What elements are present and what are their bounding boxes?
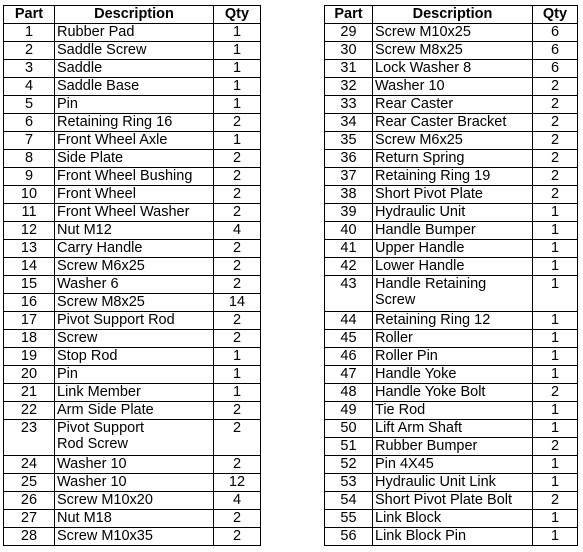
description-line: Pin 4X45	[375, 456, 434, 472]
qty-cell: 1	[214, 24, 261, 42]
part-number-cell: 46	[325, 348, 373, 366]
qty-cell: 1	[533, 276, 578, 312]
part-number-cell: 53	[325, 474, 373, 492]
description-cell	[373, 438, 533, 456]
table-row	[4, 348, 261, 366]
description-cell	[55, 348, 214, 366]
qty-cell: 14	[214, 294, 261, 312]
qty-cell: 1	[214, 348, 261, 366]
table-row	[325, 42, 578, 60]
description-line: Front Wheel Bushing	[57, 168, 193, 184]
qty-cell: 2	[214, 168, 261, 186]
description-line: Arm Side Plate	[57, 402, 154, 418]
qty-cell: 1	[533, 474, 578, 492]
qty-cell: 1	[533, 312, 578, 330]
qty-cell: 1	[533, 366, 578, 384]
part-number-cell: 30	[325, 42, 373, 60]
table-row	[4, 456, 261, 474]
table-row	[325, 186, 578, 204]
qty-cell: 2	[214, 312, 261, 330]
description-line: Rubber Bumper	[375, 438, 478, 454]
description-line: Screw M8x25	[375, 42, 463, 58]
table-row	[4, 204, 261, 222]
table-row	[325, 366, 578, 384]
description-cell	[373, 384, 533, 402]
part-number-cell: 2	[4, 42, 55, 60]
table-row	[325, 528, 578, 546]
description-line: Rod Screw	[57, 436, 128, 452]
part-number-cell: 45	[325, 330, 373, 348]
qty-cell: 2	[214, 258, 261, 276]
description-line: Handle Yoke	[375, 366, 457, 382]
part-number-cell: 36	[325, 150, 373, 168]
table-row	[325, 510, 578, 528]
part-number-cell: 10	[4, 186, 55, 204]
description-cell	[55, 276, 214, 294]
table-row	[4, 366, 261, 384]
description-cell	[55, 294, 214, 312]
table-row	[4, 474, 261, 492]
description-line: Front Wheel Washer	[57, 204, 190, 220]
description-line: Retaining Ring 16	[57, 114, 173, 130]
description-line: Pin	[57, 366, 78, 382]
part-number-cell: 40	[325, 222, 373, 240]
header-row	[4, 6, 261, 24]
description-line: Washer 6	[57, 276, 119, 292]
part-number-cell: 42	[325, 258, 373, 276]
qty-cell: 1	[214, 78, 261, 96]
table-row	[325, 276, 578, 312]
table-row	[325, 420, 578, 438]
description-line: Screw	[375, 292, 416, 308]
description-cell	[373, 150, 533, 168]
description-cell	[55, 240, 214, 258]
description-line: Nut M12	[57, 222, 112, 238]
description-line: Link Block Pin	[375, 528, 467, 544]
description-line: Lower Handle	[375, 258, 465, 274]
qty-cell: 1	[533, 348, 578, 366]
description-cell	[55, 312, 214, 330]
table-row	[4, 276, 261, 294]
description-line: Stop Rod	[57, 348, 118, 364]
table-row	[325, 330, 578, 348]
part-number-cell: 23	[4, 420, 55, 456]
part-number-cell: 1	[4, 24, 55, 42]
qty-cell: 1	[533, 222, 578, 240]
description-line: Return Spring	[375, 150, 465, 166]
part-number-cell: 26	[4, 492, 55, 510]
description-cell	[373, 132, 533, 150]
table-row	[4, 402, 261, 420]
parts-table-left	[3, 5, 261, 546]
qty-cell: 2	[533, 438, 578, 456]
qty-cell: 1	[533, 330, 578, 348]
part-number-cell: 14	[4, 258, 55, 276]
table-row	[4, 330, 261, 348]
qty-cell: 2	[214, 330, 261, 348]
description-line: Nut M18	[57, 510, 112, 526]
part-number-cell: 3	[4, 60, 55, 78]
part-number-cell: 56	[325, 528, 373, 546]
part-number-cell: 17	[4, 312, 55, 330]
description-line: Pivot Support Rod	[57, 312, 175, 328]
qty-cell: 2	[214, 402, 261, 420]
qty-cell: 1	[214, 366, 261, 384]
table-row	[325, 132, 578, 150]
qty-cell: 1	[533, 204, 578, 222]
description-line: Screw M8x25	[57, 294, 145, 310]
description-cell	[373, 312, 533, 330]
table-row	[4, 294, 261, 312]
table-row	[4, 150, 261, 168]
qty-cell: 2	[533, 78, 578, 96]
description-line: Rubber Pad	[57, 24, 135, 40]
table-row	[325, 348, 578, 366]
table-row	[4, 240, 261, 258]
description-cell	[55, 330, 214, 348]
description-line: Front Wheel Axle	[57, 132, 168, 148]
description-cell	[373, 24, 533, 42]
description-cell	[373, 186, 533, 204]
qty-cell: 2	[533, 132, 578, 150]
description-cell	[373, 222, 533, 240]
part-number-cell: 22	[4, 402, 55, 420]
description-cell	[55, 366, 214, 384]
part-number-cell: 51	[325, 438, 373, 456]
qty-cell: 1	[533, 402, 578, 420]
description-cell	[55, 402, 214, 420]
description-cell	[55, 222, 214, 240]
description-cell	[373, 114, 533, 132]
qty-cell: 2	[214, 276, 261, 294]
description-line: Saddle	[57, 60, 103, 76]
description-line: Roller	[375, 330, 413, 346]
description-line: Link Member	[57, 384, 141, 400]
table-row	[325, 204, 578, 222]
description-cell	[55, 528, 214, 546]
qty-cell: 2	[533, 168, 578, 186]
qty-cell: 2	[214, 186, 261, 204]
description-line: Handle Yoke Bolt	[375, 384, 486, 400]
qty-cell: 4	[214, 222, 261, 240]
part-header: Part	[4, 6, 55, 24]
description-cell	[373, 78, 533, 96]
table-row	[325, 222, 578, 240]
description-cell	[373, 258, 533, 276]
qty-cell: 1	[533, 456, 578, 474]
table-row	[4, 258, 261, 276]
part-number-cell: 39	[325, 204, 373, 222]
description-line: Rear Caster Bracket	[375, 114, 507, 130]
qty-cell: 2	[533, 492, 578, 510]
description-line: Link Block	[375, 510, 442, 526]
qty-cell: 1	[533, 510, 578, 528]
description-cell	[373, 366, 533, 384]
qty-cell: 2	[533, 186, 578, 204]
part-number-cell: 43	[325, 276, 373, 312]
part-number-cell: 20	[4, 366, 55, 384]
table-row	[4, 186, 261, 204]
qty-cell: 1	[214, 384, 261, 402]
description-line: Tie Rod	[375, 402, 426, 418]
description-line: Screw M10x20	[57, 492, 153, 508]
description-line: Carry Handle	[57, 240, 143, 256]
part-number-cell: 5	[4, 96, 55, 114]
part-number-cell: 21	[4, 384, 55, 402]
description-line: Rear Caster	[375, 96, 454, 112]
part-number-cell: 54	[325, 492, 373, 510]
part-number-cell: 9	[4, 168, 55, 186]
description-cell	[55, 420, 214, 456]
description-cell	[55, 114, 214, 132]
description-line: Washer 10	[57, 456, 127, 472]
table-row	[325, 78, 578, 96]
qty-cell: 1	[214, 96, 261, 114]
description-cell	[373, 204, 533, 222]
description-line: Screw M10x35	[57, 528, 153, 544]
part-header: Part	[325, 6, 373, 24]
description-cell	[55, 204, 214, 222]
description-line: Retaining Ring 12	[375, 312, 491, 328]
part-number-cell: 18	[4, 330, 55, 348]
description-cell	[373, 474, 533, 492]
part-number-cell: 28	[4, 528, 55, 546]
table-row	[325, 150, 578, 168]
part-number-cell: 55	[325, 510, 373, 528]
part-number-cell: 35	[325, 132, 373, 150]
part-number-cell: 29	[325, 24, 373, 42]
description-line: Saddle Screw	[57, 42, 147, 58]
qty-cell: 6	[533, 24, 578, 42]
description-cell	[55, 150, 214, 168]
table-row	[4, 528, 261, 546]
part-number-cell: 15	[4, 276, 55, 294]
part-number-cell: 6	[4, 114, 55, 132]
description-line: Lock Washer 8	[375, 60, 472, 76]
description-cell	[55, 510, 214, 528]
description-cell	[373, 528, 533, 546]
description-cell	[373, 96, 533, 114]
qty-header: Qty	[533, 6, 578, 24]
description-cell	[55, 96, 214, 114]
description-line: Short Pivot Plate Bolt	[375, 492, 513, 508]
qty-cell: 1	[533, 420, 578, 438]
qty-cell: 2	[214, 204, 261, 222]
part-number-cell: 24	[4, 456, 55, 474]
parts-table-left-body	[4, 24, 261, 546]
table-row	[325, 402, 578, 420]
description-cell	[373, 492, 533, 510]
part-number-cell: 8	[4, 150, 55, 168]
table-row	[4, 78, 261, 96]
table-row	[325, 24, 578, 42]
description-line: Front Wheel	[57, 186, 136, 202]
part-number-cell: 47	[325, 366, 373, 384]
description-line: Pivot Support	[57, 420, 145, 436]
part-number-cell: 44	[325, 312, 373, 330]
part-number-cell: 50	[325, 420, 373, 438]
description-cell	[55, 456, 214, 474]
description-cell	[55, 132, 214, 150]
description-cell	[373, 42, 533, 60]
table-row	[4, 384, 261, 402]
table-row	[4, 42, 261, 60]
qty-cell: 12	[214, 474, 261, 492]
part-number-cell: 41	[325, 240, 373, 258]
part-number-cell: 34	[325, 114, 373, 132]
description-line: Lift Arm Shaft	[375, 420, 463, 436]
description-cell	[373, 330, 533, 348]
description-cell	[55, 186, 214, 204]
description-cell	[55, 168, 214, 186]
table-row	[325, 474, 578, 492]
qty-cell: 4	[214, 492, 261, 510]
description-cell	[55, 258, 214, 276]
qty-cell: 1	[533, 240, 578, 258]
description-cell	[55, 78, 214, 96]
table-row	[4, 492, 261, 510]
description-cell	[373, 510, 533, 528]
description-line: Hydraulic Unit Link	[375, 474, 496, 490]
part-number-cell: 25	[4, 474, 55, 492]
qty-cell: 2	[214, 456, 261, 474]
description-line: Roller Pin	[375, 348, 438, 364]
description-line: Upper Handle	[375, 240, 465, 256]
table-row	[325, 492, 578, 510]
description-line: Pin	[57, 96, 78, 112]
description-cell	[373, 168, 533, 186]
description-header: Description	[373, 6, 533, 24]
part-number-cell: 32	[325, 78, 373, 96]
description-cell	[373, 276, 533, 312]
part-number-cell: 13	[4, 240, 55, 258]
qty-cell: 2	[214, 150, 261, 168]
description-cell	[373, 402, 533, 420]
part-number-cell: 4	[4, 78, 55, 96]
part-number-cell: 38	[325, 186, 373, 204]
description-cell	[373, 456, 533, 474]
description-cell	[55, 384, 214, 402]
table-row	[325, 438, 578, 456]
qty-cell: 2	[214, 420, 261, 456]
description-line: Retaining Ring 19	[375, 168, 491, 184]
qty-cell: 1	[214, 132, 261, 150]
description-line: Screw M6x25	[57, 258, 145, 274]
part-number-cell: 52	[325, 456, 373, 474]
part-number-cell: 48	[325, 384, 373, 402]
qty-cell: 2	[533, 96, 578, 114]
qty-cell: 2	[533, 114, 578, 132]
header-row	[325, 6, 578, 24]
description-line: Hydraulic Unit	[375, 204, 466, 220]
table-row	[4, 24, 261, 42]
qty-cell: 1	[533, 528, 578, 546]
parts-table-right-body	[325, 24, 578, 546]
table-row	[4, 168, 261, 186]
qty-cell: 1	[214, 60, 261, 78]
table-row	[4, 420, 261, 456]
qty-cell: 6	[533, 60, 578, 78]
description-line: Washer 10	[57, 474, 127, 490]
part-number-cell: 31	[325, 60, 373, 78]
qty-cell: 2	[533, 384, 578, 402]
qty-cell: 2	[533, 150, 578, 168]
table-row	[4, 510, 261, 528]
description-line: Side Plate	[57, 150, 124, 166]
parts-table-right	[324, 5, 578, 546]
part-number-cell: 49	[325, 402, 373, 420]
table-row	[325, 384, 578, 402]
part-number-cell: 37	[325, 168, 373, 186]
table-row	[325, 258, 578, 276]
part-number-cell: 16	[4, 294, 55, 312]
qty-cell: 2	[214, 510, 261, 528]
description-cell	[55, 42, 214, 60]
qty-cell: 2	[214, 240, 261, 258]
table-row	[325, 114, 578, 132]
part-number-cell: 12	[4, 222, 55, 240]
qty-cell: 6	[533, 42, 578, 60]
description-line: Screw M6x25	[375, 132, 463, 148]
qty-cell: 2	[214, 528, 261, 546]
description-line: Screw	[57, 330, 98, 346]
part-number-cell: 11	[4, 204, 55, 222]
table-row	[325, 96, 578, 114]
description-cell	[373, 420, 533, 438]
table-row	[325, 456, 578, 474]
description-cell	[373, 60, 533, 78]
qty-cell: 2	[214, 114, 261, 132]
description-header: Description	[55, 6, 214, 24]
description-line: Washer 10	[375, 78, 445, 94]
table-row	[4, 312, 261, 330]
description-line: Screw M10x25	[375, 24, 471, 40]
description-line: Handle Retaining	[375, 276, 487, 292]
table-row	[4, 60, 261, 78]
description-line: Saddle Base	[57, 78, 140, 94]
table-row	[325, 60, 578, 78]
description-cell	[55, 60, 214, 78]
table-row	[325, 240, 578, 258]
part-number-cell: 33	[325, 96, 373, 114]
description-cell	[373, 240, 533, 258]
qty-header: Qty	[214, 6, 261, 24]
qty-cell: 1	[533, 258, 578, 276]
table-row	[4, 96, 261, 114]
description-line: Short Pivot Plate	[375, 186, 483, 202]
description-cell	[55, 492, 214, 510]
table-row	[325, 168, 578, 186]
part-number-cell: 7	[4, 132, 55, 150]
table-row	[4, 222, 261, 240]
table-row	[325, 312, 578, 330]
part-number-cell: 27	[4, 510, 55, 528]
table-row	[4, 114, 261, 132]
description-cell	[55, 24, 214, 42]
description-cell	[55, 474, 214, 492]
description-line: Handle Bumper	[375, 222, 476, 238]
part-number-cell: 19	[4, 348, 55, 366]
description-cell	[373, 348, 533, 366]
qty-cell: 1	[214, 42, 261, 60]
table-row	[4, 132, 261, 150]
